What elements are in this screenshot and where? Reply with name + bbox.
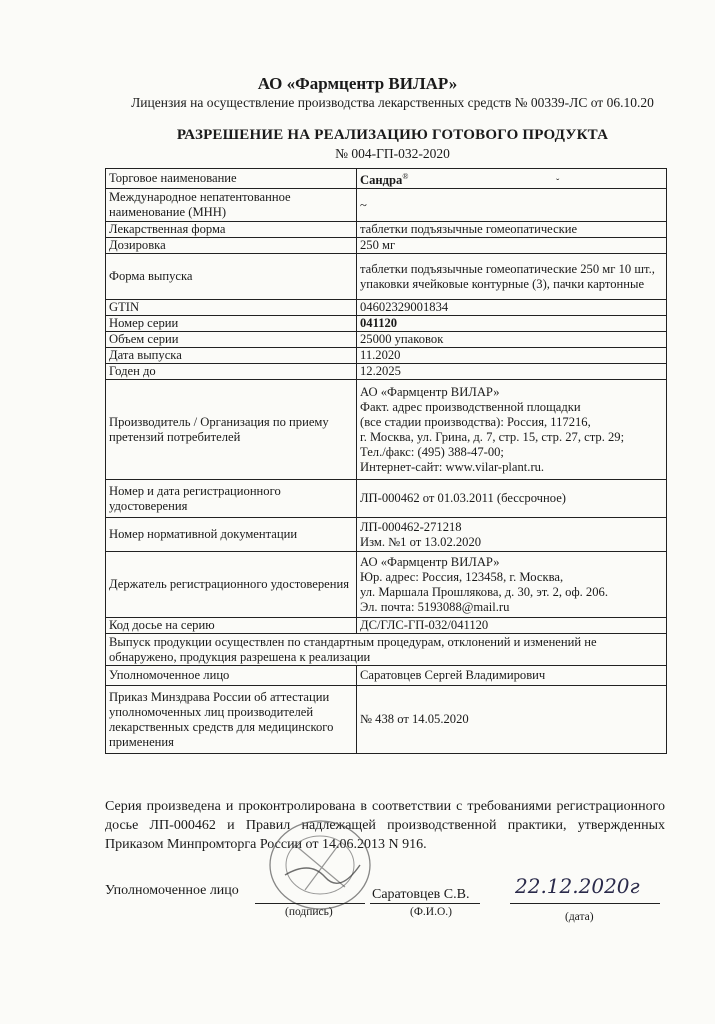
manufacturer-value	[357, 380, 667, 480]
manufacturer-line: Интернет-сайт: www.vilar-plant.ru.	[360, 459, 545, 474]
manufacturer-label: Производитель / Организация по приему претензий потребителей	[106, 380, 357, 480]
expiry-label: Годен до	[106, 364, 357, 380]
volume-value: 25000 упаковок	[357, 332, 667, 348]
table-row	[106, 552, 667, 618]
trade-name-text: Сандра	[360, 173, 403, 188]
holder-label: Держатель регистрационного удостоверения	[106, 552, 357, 618]
trade-name-label: Торговое наименование	[106, 169, 357, 189]
order-label: Приказ Минздрава России об аттестации уполномоченных лиц производителей лекарственных средств для медицинского применения	[106, 686, 357, 754]
release-form-value: таблетки подъязычные гомеопатические 250 мг 10 шт., упаковки ячейковые контурные (3), пачки картонные	[357, 254, 667, 300]
registration-label: Номер и дата регистрационного удостоверения	[106, 480, 357, 518]
trade-name-value	[357, 169, 667, 189]
holder-line: АО «Фармцентр ВИЛАР»	[360, 554, 500, 569]
date-caption: (дата)	[565, 911, 594, 923]
dossier-label: Код досье на серию	[106, 618, 357, 634]
series-value: 041120	[357, 316, 667, 332]
inn-value: ~	[357, 189, 667, 222]
table-row	[106, 189, 667, 222]
gtin-value: 04602329001834	[357, 300, 667, 316]
gtin-label: GTIN	[106, 300, 357, 316]
registered-mark: ®	[402, 172, 409, 181]
license-line: Лицензия на осуществление производства лекарственных средств № 00339-ЛС от 06.10.20	[131, 95, 654, 110]
table-row	[106, 238, 667, 254]
dossier-value: ДС/ГЛС-ГП-032/041120	[357, 618, 667, 634]
normative-doc-line: ЛП-000462-271218	[360, 519, 462, 534]
compliance-statement: Серия произведена и проконтролирована в соответствии с требованиями регистрационного досье ЛП-000462 и Правил надлежащей производственной практики, утвержденных Приказом Минпромторга России от 14.06.2013 N 916.	[105, 799, 665, 852]
table-row	[106, 316, 667, 332]
holder-line: Эл. почта: 5193088@mail.ru	[360, 599, 510, 614]
table-row	[106, 686, 667, 754]
authorized-value: Саратовцев Сергей Владимирович	[357, 666, 667, 686]
series-label: Номер серии	[106, 316, 357, 332]
release-form-label: Форма выпуска	[106, 254, 357, 300]
holder-line: Юр. адрес: Россия, 123458, г. Москва,	[360, 569, 564, 584]
manufacturer-line: Тел./факс: (495) 388-47-00;	[360, 444, 504, 459]
signer-name: Саратовцев С.В.	[372, 887, 470, 902]
manufacturer-line: (все стадии производства): Россия, 117216,	[360, 414, 591, 429]
scan-mark: ˇ	[556, 178, 560, 189]
order-value: № 438 от 14.05.2020	[357, 686, 667, 754]
handwritten-date: 22.12.2020г	[515, 874, 640, 898]
table-row	[106, 222, 667, 238]
normative-doc-value	[357, 518, 667, 552]
name-line	[370, 903, 480, 904]
dosage-label: Дозировка	[106, 238, 357, 254]
table-row	[106, 364, 667, 380]
form-label: Лекарственная форма	[106, 222, 357, 238]
date-line	[510, 903, 660, 904]
product-info-table	[105, 168, 667, 754]
table-row	[106, 254, 667, 300]
form-value: таблетки подъязычные гомеопатические	[357, 222, 667, 238]
registration-value: ЛП-000462 от 01.03.2011 (бессрочное)	[357, 480, 667, 518]
holder-value	[357, 552, 667, 618]
signature-line	[255, 903, 365, 904]
table-row	[106, 332, 667, 348]
signature-label: Уполномоченное лицо	[105, 883, 239, 898]
table-row	[106, 380, 667, 480]
release-statement: Выпуск продукции осуществлен по стандартным процедурам, отклонений и изменений не обнаружено, продукция разрешена к реализации	[106, 634, 667, 666]
manufacturer-line: г. Москва, ул. Грина, д. 7, стр. 15, стр. 27, стр. 29;	[360, 429, 625, 444]
company-stamp	[265, 815, 375, 920]
table-row	[106, 169, 667, 189]
holder-line: ул. Маршала Прошлякова, д. 30, эт. 2, оф. 206.	[360, 584, 608, 599]
document-title: РАЗРЕШЕНИЕ НА РЕАЛИЗАЦИЮ ГОТОВОГО ПРОДУКТА	[176, 127, 609, 143]
volume-label: Объем серии	[106, 332, 357, 348]
table-row	[106, 518, 667, 552]
table-row	[106, 348, 667, 364]
signature-caption: (подпись)	[285, 906, 333, 918]
expiry-value: 12.2025	[357, 364, 667, 380]
normative-doc-line: Изм. №1 от 13.02.2020	[360, 534, 482, 549]
release-date-value: 11.2020	[357, 348, 667, 364]
release-date-label: Дата выпуска	[106, 348, 357, 364]
document-number: № 004-ГП-032-2020	[335, 146, 450, 161]
manufacturer-line: Факт. адрес производственной площадки	[360, 399, 581, 414]
authorized-label: Уполномоченное лицо	[106, 666, 357, 686]
manufacturer-line: АО «Фармцентр ВИЛАР»	[360, 384, 500, 399]
table-row	[106, 300, 667, 316]
company-name: АО «Фармцентр ВИЛАР»	[257, 74, 458, 93]
dosage-value: 250 мг	[357, 238, 667, 254]
name-caption: (Ф.И.О.)	[410, 906, 452, 918]
table-row	[106, 480, 667, 518]
table-row	[106, 666, 667, 686]
normative-doc-label: Номер нормативной документации	[106, 518, 357, 552]
inn-label: Международное непатентованное наименование (МНН)	[106, 189, 357, 222]
table-row	[106, 618, 667, 634]
table-row	[106, 634, 667, 666]
